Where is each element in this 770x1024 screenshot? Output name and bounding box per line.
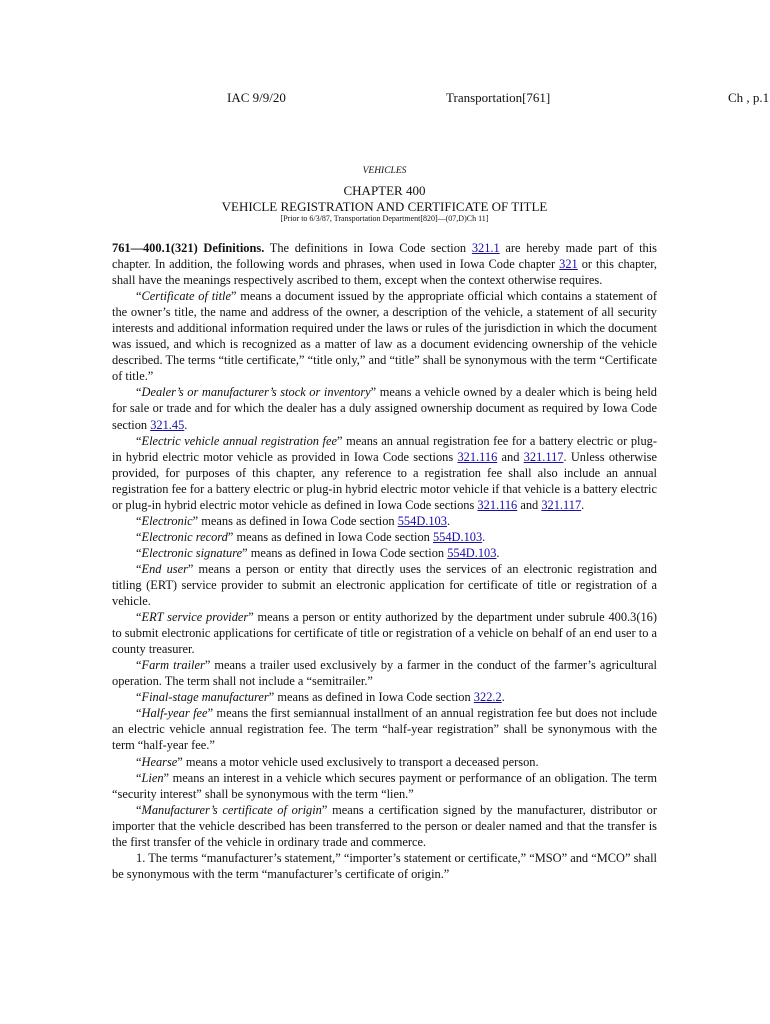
paragraph-text: 1. The terms “manufacturer’s statement,” “importer’s statement or certificate,” “MSO” and “MCO” shall be synonymous with the term “manufacturer’s certificate of origin.” [112, 850, 657, 881]
paragraph-text: “ [136, 754, 142, 769]
code-section-link[interactable]: 554D.103 [397, 513, 447, 528]
defined-term: Dealer’s or manufacturer’s stock or inventory [141, 385, 371, 400]
paragraph-text: are hereby made part of this chapter. In addition, the following words and phrases, when used in Iowa Code chapter [112, 241, 657, 272]
paragraph-text: . Unless otherwise provided, for purposes of this chapter, any reference to a registration fee shall also include an annual registration fee for a battery electric or plug-in hybrid electric motor vehicle if that vehicle is a battery electric or plug-in hybrid electric motor vehicle as defined in Iowa Code sections [112, 449, 657, 512]
paragraph-text: The definitions in Iowa Code section [264, 241, 472, 255]
definition-paragraph [112, 545, 657, 561]
paragraph-text: and [497, 449, 524, 464]
code-section-link[interactable]: 321.117 [523, 449, 564, 464]
definition-paragraph [112, 705, 657, 753]
running-header-agency: Transportation[761] [446, 90, 551, 105]
paragraph-text: “ [136, 529, 142, 544]
paragraph-text: ” means a vehicle owned by a dealer which is being held for sale or trade and for which the dealer has a duly assigned ownership document as required by Iowa Code section [112, 385, 657, 432]
defined-term: End user [141, 561, 188, 576]
defined-term: Lien [141, 770, 164, 785]
defined-term: ERT service provider [141, 610, 249, 625]
paragraph-text: “ [136, 658, 142, 673]
paragraph-text: . [581, 497, 585, 512]
defined-term: Electronic record [141, 529, 228, 544]
paragraph-text: ” means as defined in Iowa Code section [242, 545, 448, 560]
code-section-link[interactable]: 554D.103 [432, 529, 483, 544]
category-label: VEHICLES [362, 166, 407, 176]
paragraph-text: . [501, 690, 505, 705]
defined-term: Hearse [141, 754, 178, 769]
paragraph-text: and [517, 497, 542, 512]
paragraph-text: or this chapter, shall have the meanings respectively ascribed to them, except when the context otherwise requires. [112, 257, 657, 288]
definition-paragraph [112, 609, 657, 657]
definition-paragraph [112, 529, 657, 545]
code-section-link[interactable]: 321.1 [471, 241, 500, 255]
definition-paragraph [112, 433, 657, 513]
paragraph-text: ” means as defined in Iowa Code section [268, 690, 474, 705]
paragraph-text: “ [136, 561, 142, 576]
paragraph-text: ” means a motor vehicle used exclusively to transport a deceased person. [177, 754, 539, 769]
rule-body [112, 240, 657, 882]
paragraph-text: “ [136, 545, 142, 560]
paragraph-text: “ [136, 706, 142, 721]
defined-term: Electronic [141, 513, 193, 528]
definition-paragraph [112, 689, 657, 705]
code-section-link[interactable]: 321 [559, 257, 578, 272]
chapter-title: VEHICLE REGISTRATION AND CERTIFICATE OF TITLE [221, 199, 548, 214]
paragraph-text: ” means a certification signed by the manufacturer, distributor or importer that the vehicle described has been transferred to the person or dealer named and that the transfer is the first transfer of the vehicle in ordinary trade and commerce. [112, 802, 657, 849]
paragraph-text: “ [136, 610, 142, 625]
defined-term: Farm trailer [141, 658, 205, 673]
defined-term: Half-year fee [141, 706, 208, 721]
paragraph-text: “ [136, 385, 142, 400]
paragraph-text: “ [136, 513, 142, 528]
defined-term: Certificate of title [141, 289, 231, 304]
chapter-number: CHAPTER 400 [343, 183, 426, 198]
paragraph-text: ” means an annual registration fee for a battery electric or plug-in hybrid electric motor vehicle as provided in Iowa Code sections [112, 433, 657, 464]
running-header-date: IAC 9/9/20 [227, 90, 286, 105]
paragraph-text: ” means as defined in Iowa Code section [192, 513, 398, 528]
paragraph-text: ” means as defined in Iowa Code section [227, 529, 433, 544]
definition-paragraph [112, 384, 657, 432]
paragraph-text: “ [136, 690, 142, 705]
running-header-page: Ch , p.1 [728, 90, 770, 105]
paragraph-text: ” means a person or entity authorized by the department under subrule 400.3(16) to submit electronic applications for certificate of title or registration of a vehicle on behalf of an end user to a county treasurer. [112, 610, 657, 657]
code-section-link[interactable]: 321.45 [150, 417, 185, 432]
paragraph-text: “ [136, 770, 142, 785]
paragraph-text: ” means a document issued by the appropriate official which contains a statement of the owner’s title, the name and address of the owner, a description of the vehicle, a statement of all security interests and additional information required under the laws or rules of the jurisdiction in which the document was issued, and which is recognized as a matter of law as a document evidencing ownership of the vehicle described. The terms “title certificate,” “title only,” and “title” shall be synonymous with the term “Certificate of title.” [112, 289, 657, 384]
definition-paragraph [112, 850, 657, 882]
defined-term: Manufacturer’s certificate of origin [141, 802, 322, 817]
paragraph-text: . [496, 545, 500, 560]
code-section-link[interactable]: 321.117 [541, 497, 582, 512]
code-section-link[interactable]: 321.116 [477, 497, 518, 512]
code-section-link[interactable]: 322.2 [473, 690, 502, 705]
code-section-link[interactable]: 554D.103 [447, 545, 497, 560]
definition-paragraph [112, 657, 657, 689]
definition-paragraph [112, 770, 657, 802]
paragraph-text: ” means a trailer used exclusively by a farmer in the conduct of the farmer’s agricultural operation. The term shall not include a “semitrailer.” [112, 658, 657, 689]
defined-term: Electric vehicle annual registration fee [141, 433, 337, 448]
definition-paragraph [112, 240, 657, 288]
paragraph-text: . [446, 513, 451, 528]
defined-term: Electronic signature [141, 545, 243, 560]
paragraph-text: ” means an interest in a vehicle which secures payment or performance of an obligation. The term “security interest” shall be synonymous with the term “lien.” [112, 770, 657, 801]
definition-paragraph [112, 561, 657, 609]
paragraph-text: “ [136, 289, 142, 304]
paragraph-text: ” means a person or entity that directly uses the services of an electronic registration and titling (ERT) service provider to submit an electronic application for certificate of title or registration of a vehicle. [112, 561, 657, 609]
paragraph-text: “ [136, 433, 142, 448]
paragraph-text: “ [136, 802, 142, 817]
definition-paragraph [112, 288, 657, 384]
definition-paragraph [112, 513, 657, 529]
rule-heading: 761—400.1(321) Definitions. [112, 241, 265, 255]
definition-paragraph [112, 754, 657, 770]
definition-paragraph [112, 802, 657, 850]
paragraph-text: . [482, 529, 486, 544]
paragraph-text: . [184, 417, 188, 432]
defined-term: Final-stage manufacturer [141, 690, 269, 705]
code-section-link[interactable]: 321.116 [457, 449, 498, 464]
paragraph-text: ” means the first semiannual installment of an annual registration fee but does not include an electric vehicle annual registration fee. The term “half-year registration” shall be synonymous with the term “half-year fee.” [112, 706, 657, 753]
history-note: [Prior to 6/3/87, Transportation Department[820]—(07,D)Ch 11] [280, 214, 489, 223]
